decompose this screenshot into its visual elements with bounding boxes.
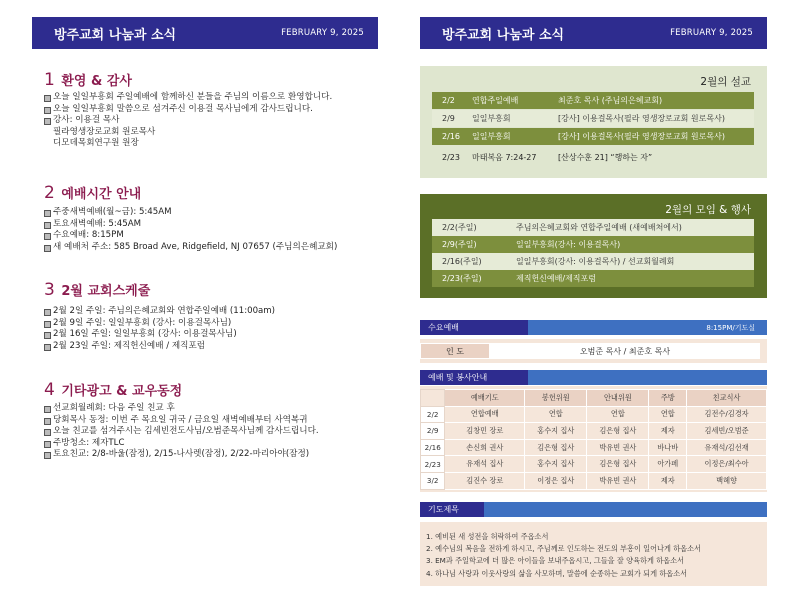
table-cell: 연합: [649, 406, 687, 423]
table-cell: 홍수지 집사: [525, 456, 587, 473]
table-cell: 김은형 집사: [587, 423, 649, 440]
list-item: 당회목사 동정: 이번 주 목요일 귀국 / 금요일 새벽예배부터 사역복귀: [44, 415, 384, 427]
table-cell: 김은형 집사: [587, 456, 649, 473]
list-item: 토요친교: 2/8-바울(잠정), 2/15-나사렛(잠정), 2/22-마리아야(잠정): [44, 449, 384, 461]
service-tab: 예배 및 봉사안내: [420, 370, 528, 385]
section-welcome-title: [44, 70, 132, 90]
table-cell: 홍수지 집사: [525, 423, 587, 440]
table-cell: 김진수 장로: [445, 472, 525, 489]
service-bar: [420, 370, 767, 385]
list-item: 2월 16일 주일: 일일부흥회 (강사: 이용걸목사님): [44, 329, 384, 341]
event-row: [432, 219, 754, 236]
table-header: 봉헌위원: [525, 390, 587, 407]
prayer-list: [420, 522, 767, 586]
table-cell: 김전수/김경자: [687, 406, 767, 423]
section-number: 1: [44, 70, 55, 90]
sermon-date: 2/23: [442, 153, 460, 162]
sermon-date: 2/16: [442, 132, 460, 141]
table-row: [421, 456, 767, 473]
sermon-row: [432, 149, 754, 166]
wednesday-leader-value: 오범준 목사 / 최준호 목사: [490, 343, 760, 359]
event-text: 제직헌신예배/제직포럼: [516, 274, 596, 283]
table-date: 2/2: [421, 406, 445, 423]
section-number: 3: [44, 280, 55, 300]
table-cell: 박유빈 권사: [587, 439, 649, 456]
table-header: 안내위원: [587, 390, 649, 407]
sermon-speaker: [강사] 이용걸목사(필라 영생장로교회 원로목사): [558, 114, 725, 123]
event-text: 일일부흥회(강사: 이용걸목사): [516, 240, 621, 249]
right-header-banner: [420, 17, 767, 49]
prayer-item: 2. 예수님의 복음을 전하게 하시고, 주님께로 인도하는 전도의 부흥이 일어나게 하옵소서: [426, 544, 702, 554]
event-date: 2/9(주일): [442, 240, 477, 249]
table-row: [421, 406, 767, 423]
table-cell: 백혜향: [687, 472, 767, 489]
list-item: 새 예배처 주소: 585 Broad Ave, Ridgefield, NJ 07657 (주님의은혜교회): [44, 242, 384, 254]
wednesday-leader-label: 인 도: [420, 343, 490, 359]
list-item: 오늘 일일부흥회 말씀으로 섬겨주신 이용걸 목사님에게 감사드립니다.: [44, 104, 384, 116]
table-cell: 유재석/김선재: [687, 439, 767, 456]
table-cell: 연합: [587, 406, 649, 423]
sermon-item: 연합주일예배: [472, 96, 519, 105]
events-title: 2월의 모임 & 행사: [665, 204, 751, 216]
list-item: 주방청소: 제자TLC: [44, 438, 384, 450]
table-header: 예배기도: [445, 390, 525, 407]
sermon-item: 마태복음 7:24-27: [472, 153, 537, 162]
event-row: [432, 253, 754, 270]
table-cell: 박유빈 권사: [587, 472, 649, 489]
prayer-item: 4. 하나님 사랑과 이웃사랑의 삶을 사모하며, 말씀에 순종하는 교회가 되게 하옵소서: [426, 568, 688, 578]
list-item: 수요예배: 8:15PM: [44, 230, 384, 242]
table-cell: 김창민 장로: [445, 423, 525, 440]
wednesday-leader-box: [420, 339, 767, 363]
section-schedule-title: [44, 280, 150, 300]
table-date: 3/2: [421, 472, 445, 489]
sermon-date: 2/2: [442, 96, 455, 105]
event-text: 주님의은혜교회와 연합주일예배 (새예배처에서): [516, 223, 682, 232]
section-announcements-list: [44, 403, 384, 461]
section-service-times-list: [44, 207, 384, 253]
right-banner-title: 방주교회 나눔과 소식: [442, 27, 565, 43]
list-item: 오늘 일일부흥회 주일예배에 함께하신 분들을 주님의 이름으로 환영합니다.: [44, 92, 384, 104]
prayer-tab: 기도제목: [420, 502, 484, 517]
table-cell: 아가페: [649, 456, 687, 473]
table-cell: 연합: [525, 406, 587, 423]
sermon-row: [432, 128, 754, 145]
section-title-text: 환영 & 감사: [61, 74, 132, 89]
table-row: [421, 439, 767, 456]
table-row: [421, 423, 767, 440]
list-item: 2월 2일 주일: 주님의은혜교회와 연합주일예배 (11:00am): [44, 306, 384, 318]
table-row: [421, 472, 767, 489]
prayer-bar: [420, 502, 767, 517]
wednesday-time: 8:15PM/기도실: [706, 323, 755, 332]
event-date: 2/2(주일): [442, 223, 477, 232]
table-cell: 손신희 권사: [445, 439, 525, 456]
event-date: 2/16(주일): [442, 257, 482, 266]
sermon-row: [432, 110, 754, 127]
table-cell: 이정은 집사: [525, 472, 587, 489]
section-title-text: 2월 교회스케줄: [61, 284, 151, 299]
sermon-row: [432, 92, 754, 109]
section-schedule-list: [44, 306, 384, 352]
events-box: [420, 194, 767, 298]
section-title-text: 기타광고 & 교우동정: [61, 384, 183, 399]
prayer-item: 3. EM과 주일학교에 더 많은 아이들을 보내주옵시고, 그들을 잘 양육하게 하옵소서: [426, 556, 684, 566]
table-cell: 유재석 집사: [445, 456, 525, 473]
event-row: [432, 236, 754, 253]
list-item: 오늘 친교를 섬겨주시는 김세빈전도사님/오범준목사님께 감사드립니다.: [44, 426, 384, 438]
list-item: 강사: 이용걸 목사: [44, 115, 384, 127]
table-cell: 이정은/최수아: [687, 456, 767, 473]
prayer-item: 1. 예비된 새 성전을 허락하여 주옵소서: [426, 532, 549, 541]
table-date: 2/9: [421, 423, 445, 440]
list-item: 토요새벽예배: 5:45AM: [44, 219, 384, 231]
table-cell: 제자: [649, 423, 687, 440]
left-banner-title: 방주교회 나눔과 소식: [54, 27, 177, 43]
section-welcome-list: [44, 92, 384, 150]
sermon-title: 2월의 설교: [700, 76, 751, 88]
list-item: 주중새벽예배(월~금): 5:45AM: [44, 207, 384, 219]
table-cell: 김은형 집사: [525, 439, 587, 456]
wednesday-tab: 수요예배: [420, 320, 528, 335]
left-header-banner: [32, 17, 378, 49]
sermon-speaker: [강사] 이용걸목사(필라 영생장로교회 원로목사): [558, 132, 725, 141]
section-announcements-title: [44, 380, 182, 400]
table-cell: 바나바: [649, 439, 687, 456]
list-subitem: 디모데목회연구원 원장: [53, 138, 139, 149]
sermon-speaker: [산상수훈 21] “행하는 자”: [558, 153, 653, 162]
sermon-box: [420, 66, 767, 178]
sermon-speaker: 최준호 목사 (주님의은혜교회): [558, 96, 663, 105]
sermon-item: 일일부흥회: [472, 114, 511, 123]
table-cell: 연합예배: [445, 406, 525, 423]
table-header: 주방: [649, 390, 687, 407]
table-cell: 김세빈/오범준: [687, 423, 767, 440]
table-date: 2/16: [421, 439, 445, 456]
wednesday-bar: [420, 320, 767, 335]
table-date: 2/23: [421, 456, 445, 473]
right-banner-date: FEBRUARY 9, 2025: [670, 28, 753, 38]
sermon-item: 일일부흥회: [472, 132, 511, 141]
list-subitem: 필라영생장로교회 원로목사: [53, 126, 156, 137]
table-header-row: [421, 390, 767, 407]
event-date: 2/23(주일): [442, 274, 482, 283]
table-header: 친교식사: [687, 390, 767, 407]
list-item: 선교회월례회: 다음 주일 친교 후: [44, 403, 384, 415]
table-corner: [421, 390, 445, 407]
service-table: [420, 389, 767, 490]
sermon-date: 2/9: [442, 114, 455, 123]
left-banner-date: FEBRUARY 9, 2025: [281, 28, 364, 38]
event-row: [432, 270, 754, 287]
event-text: 일일부흥회(강사: 이용걸목사) / 선교회월례회: [516, 257, 675, 266]
section-service-times-title: [44, 183, 141, 203]
section-number: 2: [44, 183, 55, 203]
list-item: 2월 9일 주일: 일일부흥회 (강사: 이용걸목사님): [44, 318, 384, 330]
section-number: 4: [44, 380, 55, 400]
section-title-text: 예배시간 안내: [61, 187, 142, 202]
table-cell: 제자: [649, 472, 687, 489]
list-item: 2월 23일 주일: 제직헌신예배 / 제직포럼: [44, 341, 384, 353]
